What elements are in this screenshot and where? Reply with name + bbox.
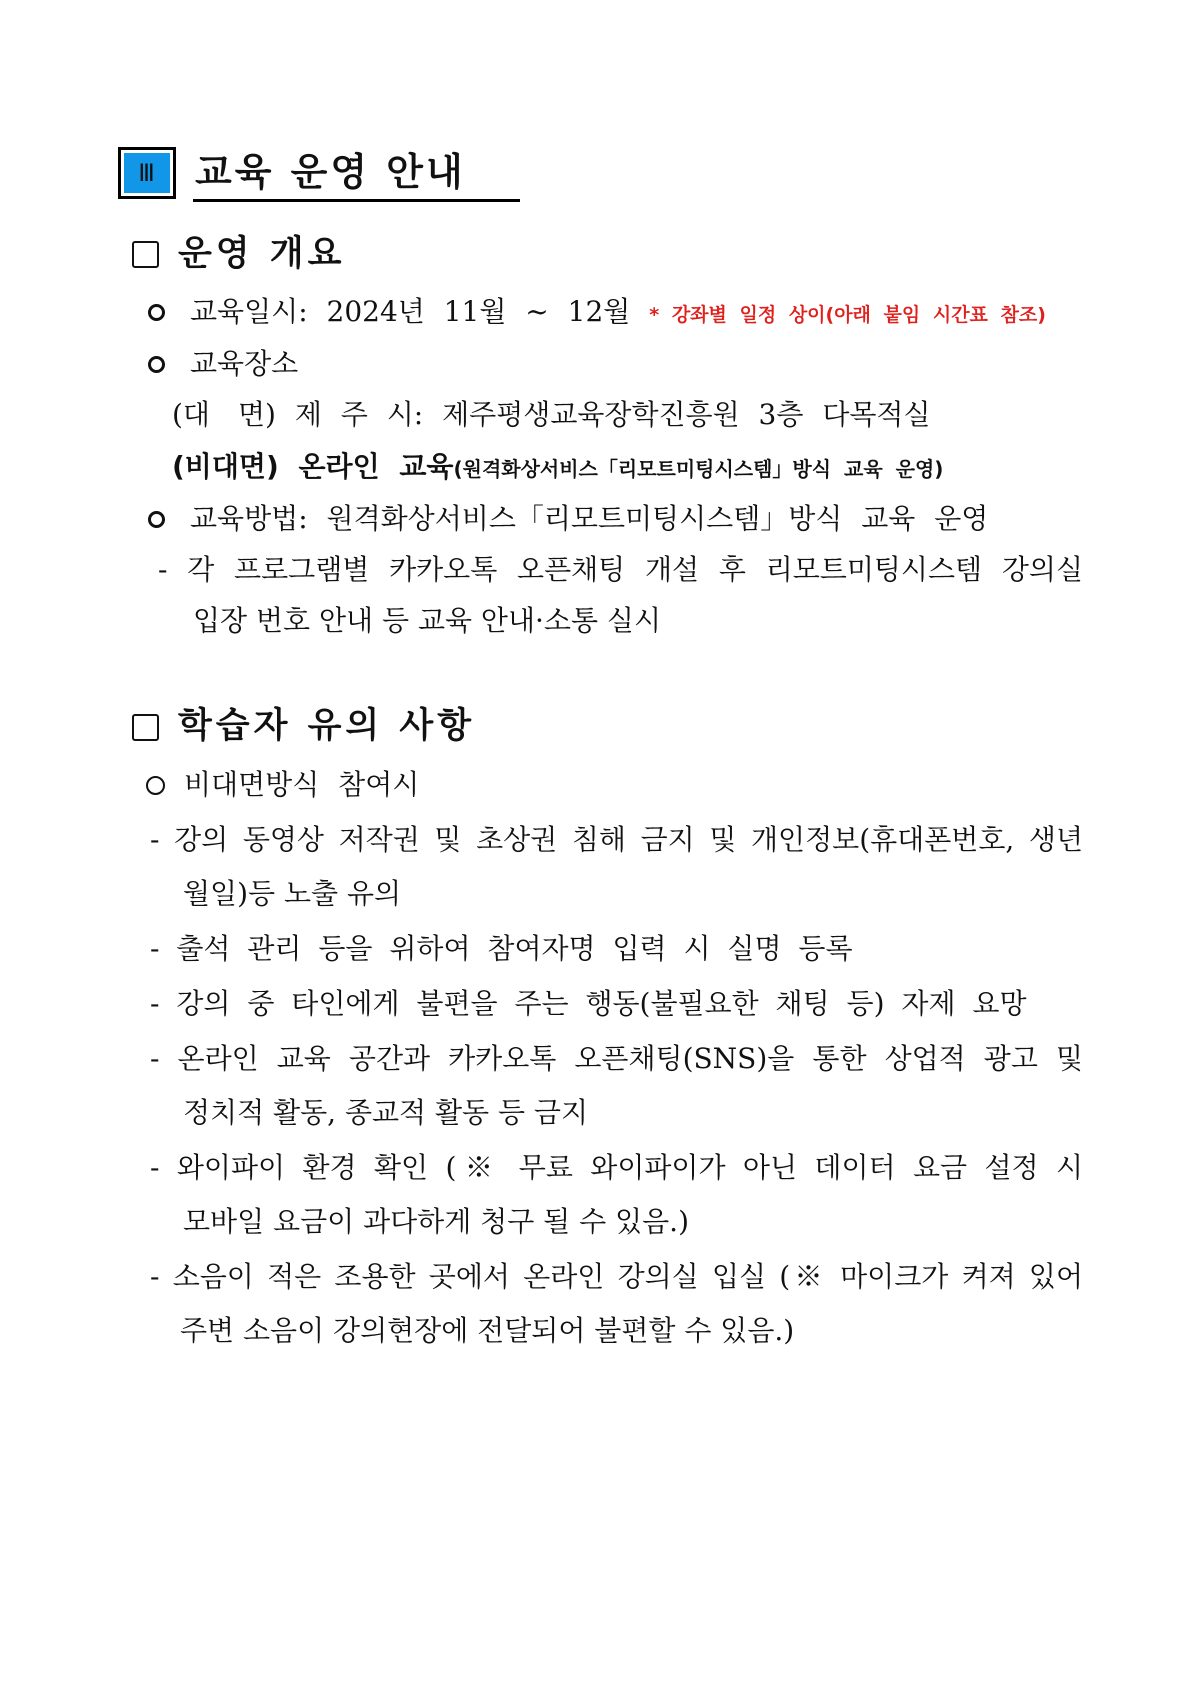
circle-bullet-icon <box>148 304 165 321</box>
note-item-1-line-2: 월일)등 노출 유의 <box>183 877 402 910</box>
online-place <box>172 448 943 488</box>
note-item-2: - 출석 관리 등을 위하여 참여자명 입력 시 실명 등록 <box>150 932 853 965</box>
square-bullet-icon <box>132 714 159 741</box>
note-item-6-line-1: - 소음이 적은 조용한 곳에서 온라인 강의실 입실 (※ 마이크가 켜져 있어 <box>150 1260 1083 1293</box>
notes-title: 학습자 유의 사항 <box>178 706 476 746</box>
note-item-4-line-2: 정치적 활동, 종교적 활동 등 금지 <box>183 1096 589 1129</box>
method-detail <box>158 551 1083 589</box>
online-place-label: (비대면) 온라인 교육 <box>172 450 454 483</box>
note-item-5-line-2: 모바일 요금이 과다하게 청구 될 수 있음.) <box>183 1205 689 1238</box>
note-item-1 <box>150 821 1083 859</box>
note-item-5-line-1: - 와이파이 환경 확인 (※ 무료 와이파이가 아닌 데이터 요금 설정 시 <box>150 1151 1083 1184</box>
offline-place: (대 면) 제 주 시: 제주평생교육장학진흥원 3층 다목적실 <box>172 398 931 431</box>
note-item-4-line-1: - 온라인 교육 공간과 카카오톡 오픈채팅(SNS)을 통한 상업적 광고 및 <box>150 1042 1083 1075</box>
circle-outline-bullet-icon <box>146 776 165 795</box>
square-bullet-icon <box>132 241 159 268</box>
note-item-1-line-1: - 강의 동영상 저작권 및 초상권 침해 금지 및 개인정보(휴대폰번호, 생년 <box>150 823 1083 856</box>
method-detail-line-1: - 각 프로그램별 카카오톡 오픈채팅 개설 후 리모트미팅시스템 강의실 <box>158 553 1083 586</box>
overview-title: 운영 개요 <box>178 234 346 274</box>
online-participation-label: 비대면방식 참여시 <box>184 768 420 801</box>
online-place-note: (원격화상서비스「리모트미팅시스템」방식 교육 운영) <box>453 457 944 481</box>
note-item-5 <box>150 1149 1083 1187</box>
section-title: 교육 운영 안내 <box>195 150 466 194</box>
section-number: Ⅲ <box>124 153 170 193</box>
note-item-3: - 강의 중 타인에게 불편을 주는 행동(불필요한 채팅 등) 자제 요망 <box>150 987 1027 1020</box>
education-method: 교육방법: 원격화상서비스「리모트미팅시스템」방식 교육 운영 <box>190 502 989 535</box>
education-date <box>190 293 1046 334</box>
circle-bullet-icon <box>148 511 165 528</box>
note-item-6 <box>150 1258 1083 1296</box>
education-date-text: 교육일시: 2024년 11월 ~ 12월 <box>190 295 631 328</box>
note-item-4 <box>150 1040 1083 1078</box>
education-place-label: 교육장소 <box>190 347 299 380</box>
section-number-box <box>118 147 176 199</box>
schedule-note: * 강좌별 일정 상이(아래 붙임 시간표 참조) <box>649 304 1046 326</box>
circle-bullet-icon <box>148 356 165 373</box>
method-detail-line-2: 입장 번호 안내 등 교육 안내·소통 실시 <box>193 604 662 637</box>
note-item-6-line-2: 주변 소음이 강의현장에 전달되어 불편할 수 있음.) <box>180 1314 795 1347</box>
section-title-underline <box>193 199 520 202</box>
